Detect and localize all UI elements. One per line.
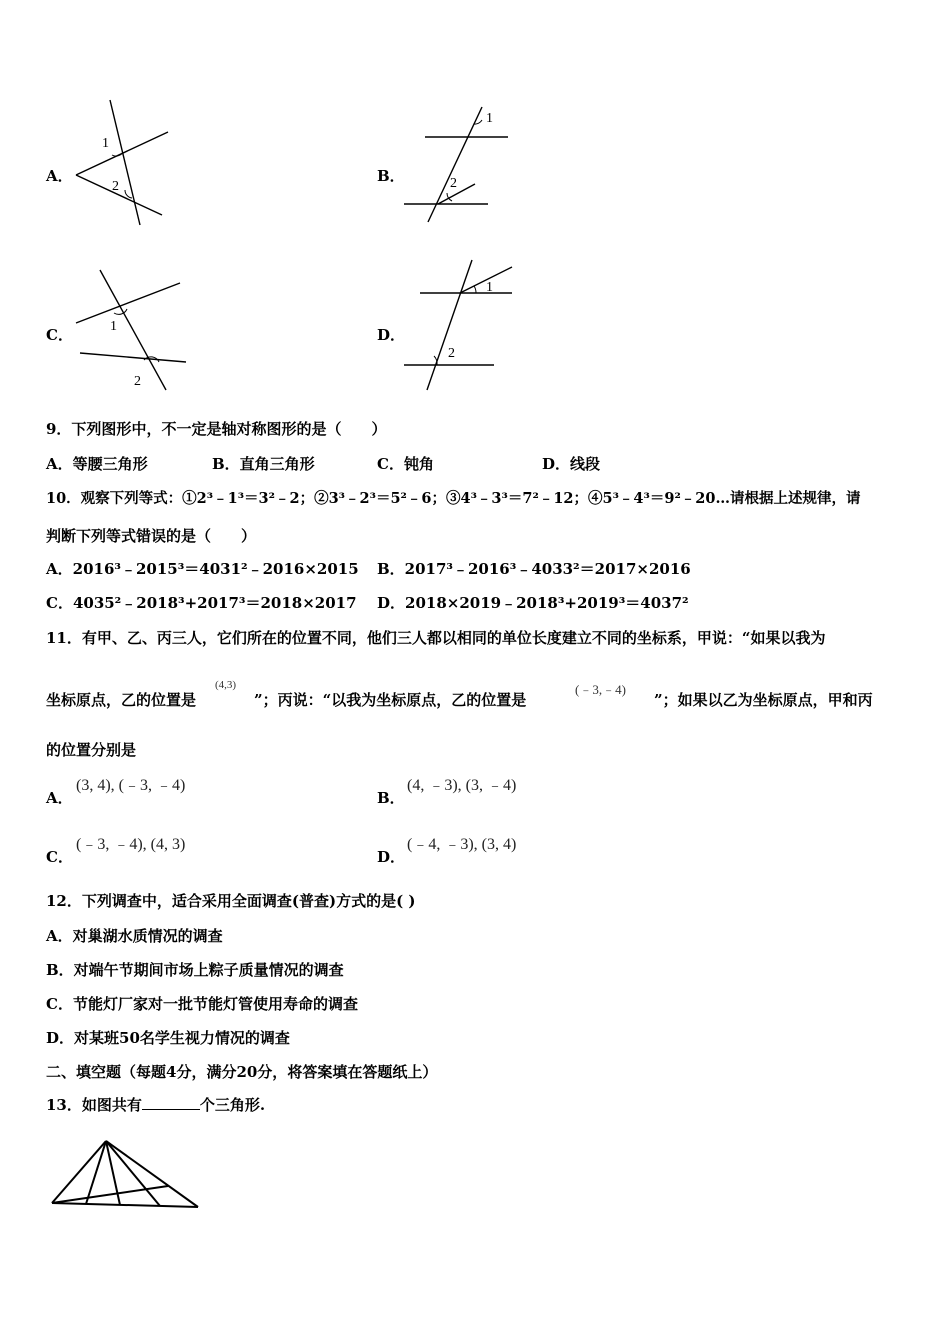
q9-option-d: D．线段: [542, 455, 601, 473]
q8-c-angle2: 2: [134, 374, 141, 389]
q8-b-angle2: 2: [450, 176, 457, 191]
q8-figure-b: [400, 102, 515, 231]
q11-option-b-value: (4, ﹣3), (3, ﹣4): [407, 777, 517, 794]
q8-c-angle1: 1: [110, 319, 117, 334]
q12-option-d: D．对某班50名学生视力情况的调查: [46, 1029, 290, 1047]
q10-option-b: B．2017³﹣2016³﹣4033²＝2017×2016: [377, 560, 691, 578]
q11-line2c: ”；如果以乙为坐标原点，甲和丙: [654, 691, 873, 709]
q10-option-c: C．4035²﹣2018³+2017³＝2018×2017: [46, 594, 357, 612]
q8-option-c-label: C．: [46, 326, 73, 344]
q8-option-d-label: D．: [377, 326, 406, 344]
q10-option-d: D．2018×2019﹣2018³+2019³＝4037²: [377, 594, 689, 612]
q9-option-c: C．钝角: [377, 455, 434, 473]
q8-figure-c: [72, 265, 192, 399]
q8-d-angle2: 2: [448, 346, 455, 361]
q8-a-angle1: 1: [102, 136, 109, 151]
q12-option-c: C．节能灯厂家对一批节能灯管使用寿命的调查: [46, 995, 358, 1013]
q11-option-d-value: (﹣4, ﹣3), (3, 4): [407, 836, 517, 853]
q13-stem: [46, 1095, 265, 1115]
q10-option-a: A．2016³﹣2015³＝4031²﹣2016×2015: [46, 560, 359, 578]
q13-stem-b: 个三角形.: [199, 1096, 266, 1114]
q9-stem: 9．下列图形中，不一定是轴对称图形的是（ ）: [46, 420, 387, 438]
q11-option-d-label: D．: [377, 848, 406, 866]
q13-triangle-figure: [48, 1137, 203, 1216]
q11-option-c-label: C．: [46, 848, 73, 866]
q12-option-b: B．对端午节期间市场上粽子质量情况的调查: [46, 961, 344, 979]
q11-coord-2: (﹣3,﹣4): [575, 682, 626, 697]
q11-option-a-value: (3, 4), (﹣3, ﹣4): [76, 777, 186, 794]
q11-option-a-label: A．: [46, 789, 73, 807]
q11-option-c-value: (﹣3, ﹣4), (4, 3): [76, 836, 186, 853]
q10-stem-line1: 10．观察下列等式：①2³﹣1³＝3²﹣2；②3³﹣2³＝5²﹣6；③4³﹣3³＝7²﹣12；④5³﹣4³＝9²﹣20…请根据上述规律，请: [46, 490, 861, 507]
q8-option-a-label: A．: [46, 167, 73, 185]
q8-figure-a: [70, 95, 180, 234]
q13-answer-blank[interactable]: [142, 1095, 200, 1110]
q8-figure-d: [400, 255, 520, 399]
q11-line1: 11．有甲、乙、丙三人，它们所在的位置不同，他们三人都以相同的单位长度建立不同的坐标系，甲说：“如果以我为: [46, 629, 826, 647]
section-2-title: 二、填空题（每题4分，满分20分，将答案填在答题纸上）: [46, 1063, 438, 1081]
q12-option-a: A．对巢湖水质情况的调查: [46, 927, 223, 945]
q13-stem-a: 13．如图共有: [46, 1096, 142, 1114]
q8-d-angle1: 1: [486, 280, 493, 295]
q11-option-b-label: B．: [377, 789, 405, 807]
q9-option-b: B．直角三角形: [212, 455, 315, 473]
q11-line2a: 坐标原点，乙的位置是: [46, 691, 197, 709]
q11-line2b: ”；丙说：“以我为坐标原点，乙的位置是: [254, 691, 527, 709]
q8-a-angle2: 2: [112, 179, 119, 194]
q11-line3: 的位置分别是: [46, 741, 137, 759]
q12-stem: 12．下列调查中，适合采用全面调查(普查)方式的是( ): [46, 892, 416, 910]
q11-coord-1: (4,3): [215, 679, 237, 691]
q10-stem-line2: 判断下列等式错误的是（ ）: [46, 527, 257, 545]
q9-option-a: A．等腰三角形: [46, 455, 148, 473]
q8-option-b-label: B．: [377, 167, 405, 185]
q8-b-angle1: 1: [486, 111, 493, 126]
